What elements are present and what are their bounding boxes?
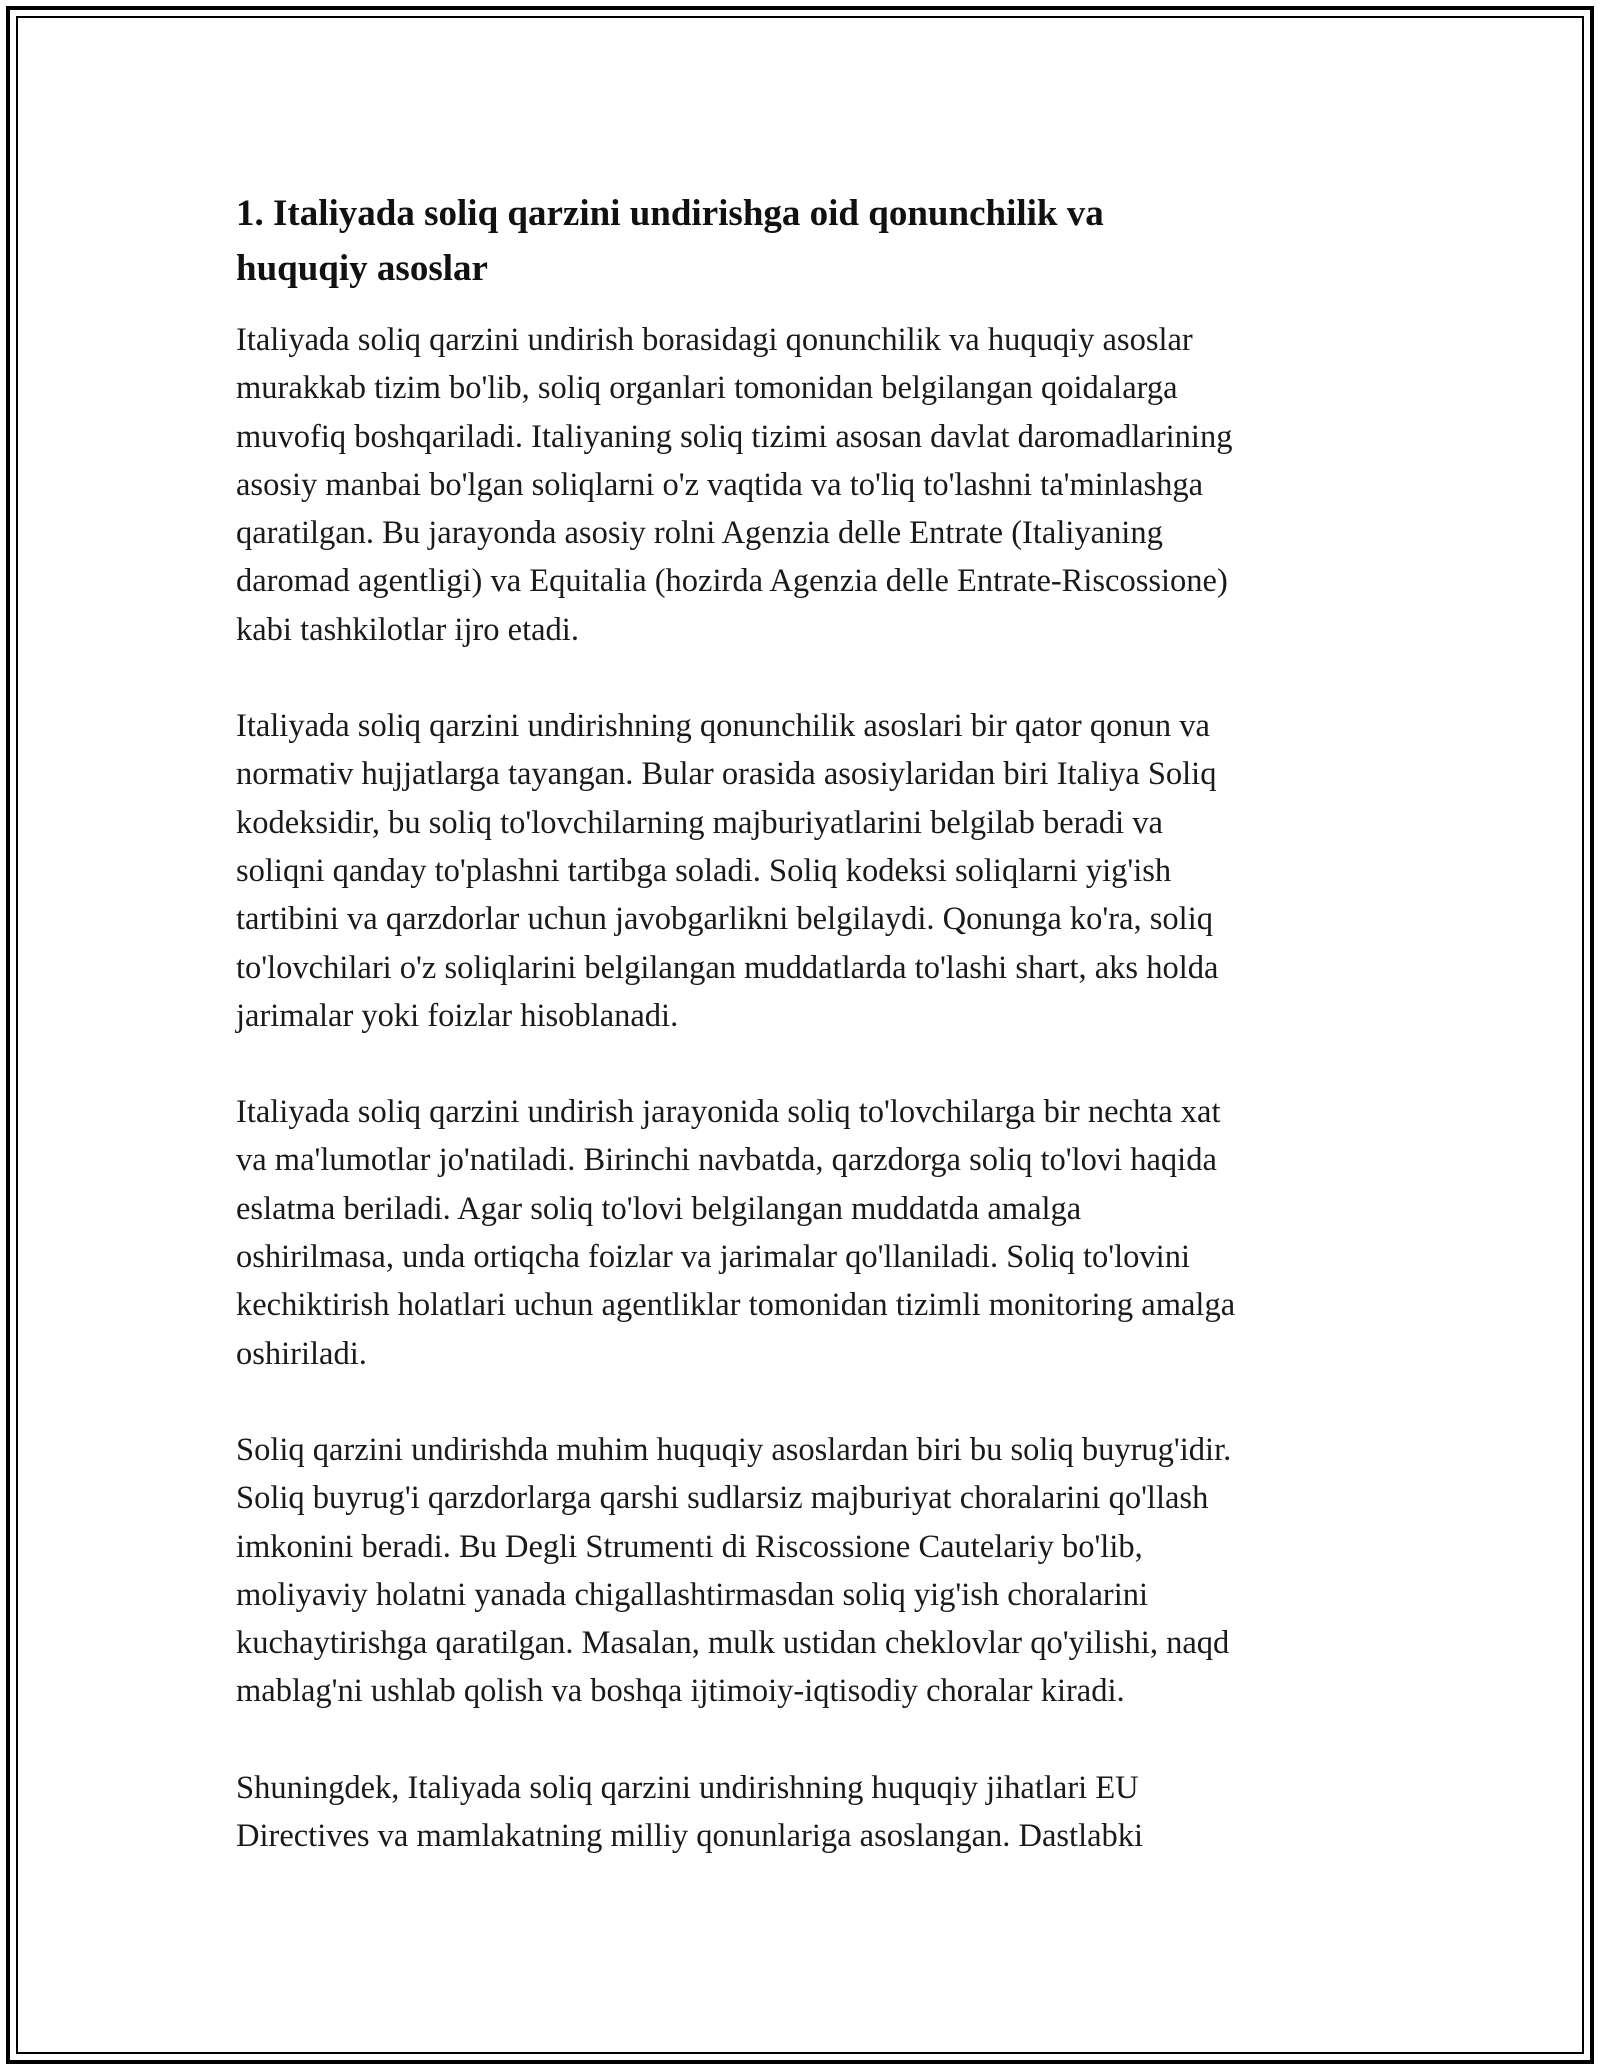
paragraph-line: tartibini va qarzdorlar uchun javobgarlikni belgilaydi. Qonunga ko'ra, soliq — [236, 901, 1213, 938]
paragraph-5 — [236, 1764, 1376, 1861]
paragraph-line: oshirilmasa, unda ortiqcha foizlar va jarimalar qo'llaniladi. Soliq to'lovini — [236, 1239, 1190, 1276]
paragraph-line: Italiyada soliq qarzini undirish borasidagi qonunchilik va huquqiy asoslar — [236, 322, 1193, 358]
paragraph-line: qaratilgan. Bu jarayonda asosiy rolni Agenzia delle Entrate (Italiyaning — [236, 515, 1163, 552]
paragraph-2 — [236, 702, 1376, 1040]
paragraph-line: to'lovchilari o'z soliqlarini belgilangan muddatlarda to'lashi shart, aks holda — [236, 949, 1219, 986]
paragraph-line: Directives va mamlakatning milliy qonunlariga asoslangan. Dastlabki — [236, 1818, 1144, 1855]
paragraph-line: Italiyada soliq qarzini undirish jarayonida soliq to'lovchilarga bir nechta xat — [236, 1094, 1221, 1131]
paragraph-line: imkonini beradi. Bu Degli Strumenti di Riscossione Cautelariy bo'lib, — [236, 1528, 1143, 1565]
paragraph-1 — [236, 316, 1376, 654]
paragraph-line: eslatma beriladi. Agar soliq to'lovi belgilangan muddatda amalga — [236, 1190, 1082, 1227]
paragraph-line: oshiriladi. — [236, 1335, 367, 1372]
paragraph-line: kabi tashkilotlar ijro etadi. — [236, 611, 579, 648]
paragraph-line: moliyaviy holatni yanada chigallashtirmasdan soliq yig'ish choralarini — [236, 1576, 1149, 1613]
paragraph-4 — [236, 1426, 1376, 1716]
section-heading — [236, 186, 1376, 296]
paragraph-line: jarimalar yoki foizlar hisoblanadi. — [236, 997, 679, 1034]
heading-line: 1. Italiyada soliq qarzini undirishga oid qonunchilik va — [236, 193, 1104, 234]
paragraph-line: kuchaytirishga qaratilgan. Masalan, mulk ustidan cheklovlar qo'yilishi, naqd — [236, 1625, 1230, 1662]
paragraph-line: kechiktirish holatlari uchun agentliklar tomonidan tizimli monitoring amalga — [236, 1287, 1236, 1324]
document-body — [236, 186, 1376, 1860]
paragraph-line: Italiyada soliq qarzini undirishning qonunchilik asoslari bir qator qonun va — [236, 708, 1210, 745]
paragraph-line: mablag'ni ushlab qolish va boshqa ijtimoiy-iqtisodiy choralar kiradi. — [236, 1673, 1125, 1710]
paragraph-line: va ma'lumotlar jo'natiladi. Birinchi navbatda, qarzdorga soliq to'lovi haqida — [236, 1142, 1217, 1179]
paragraph-line: daromad agentligi) va Equitalia (hozirda Agenzia delle Entrate-Riscossione) — [236, 563, 1228, 600]
heading-line: huquqiy asoslar — [236, 248, 488, 289]
paragraph-line: muvofiq boshqariladi. Italiyaning soliq tizimi asosan davlat daromadlarining — [236, 418, 1233, 455]
paragraph-line: Soliq qarzini undirishda muhim huquqiy asoslardan biri bu soliq buyrug'idir. — [236, 1431, 1232, 1468]
paragraph-3 — [236, 1088, 1376, 1378]
paragraph-line: kodeksidir, bu soliq to'lovchilarning majburiyatlarini belgilab beradi va — [236, 804, 1163, 841]
paragraph-line: Shuningdek, Italiyada soliq qarzini undirishning huquqiy jihatlari EU — [236, 1769, 1139, 1806]
paragraph-line: murakkab tizim bo'lib, soliq organlari tomonidan belgilangan qoidalarga — [236, 370, 1178, 407]
paragraph-line: asosiy manbai bo'lgan soliqlarni o'z vaqtida va to'liq to'lashni ta'minlashga — [236, 466, 1204, 503]
paragraph-line: normativ hujjatlarga tayangan. Bular orasida asosiylaridan biri Italiya Soliq — [236, 756, 1217, 793]
paragraph-line: Soliq buyrug'i qarzdorlarga qarshi sudlarsiz majburiyat choralarini qo'llash — [236, 1480, 1209, 1517]
paragraph-line: soliqni qanday to'plashni tartibga soladi. Soliq kodeksi soliqlarni yig'ish — [236, 852, 1172, 889]
